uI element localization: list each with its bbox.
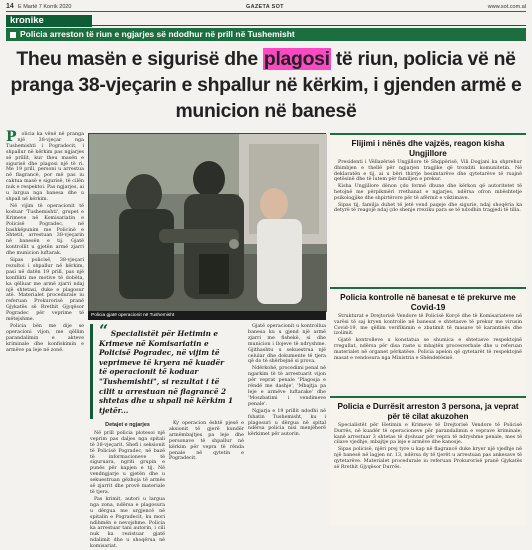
sidebar-paragraph: Kisha Ungjillore dënon çdo formë dhune dhe kërkon që autoritetet të hetojnë me përpikmëri rrethanat e ngjarjes, ndërsa ofron mbështetje psikologjike dhe shpirtërore për të afërmit e viktimave. — [334, 184, 522, 201]
headline-highlight: plagosi — [263, 48, 330, 70]
article-paragraph: Pas krimit, autori u largua nga zona, ndërsa e plagosura u dërgua me urgjencë në spitalin e Pogradecit, ku mori ndihmën e nevojshme. Policia ka arrestuar tani autorin, i cili nuk ka rezistuar gjatë ndalimit dhe u shoqërua në komisariat. — [90, 496, 165, 550]
police-arrest-photo — [89, 134, 327, 312]
article-paragraph: Në prill policia plotesoi një veprim pas daljes nga spitali të 38-vjeçarit. Shefi i seksionit të Policisë Pogradec, në bazë të informacioneve të siguruara, ngriti grupin e punës për kapjen e tij. Në vendngjarje u gjetën dhe u sekuestruan gëzhoja të armës së zjarrit dhe provë materiale të tjera. — [90, 430, 165, 495]
sidebar-body — [330, 314, 526, 387]
article-paragraph: Sipas policisë, 38-vjeçari rezultoi i shpallur në kërkim, pasi në datën 19 prill, pas një konflikti me motive të dobëta, ka qëlluar me armë zjarri ndaj një shtetasi, duke e plagosur atë. Materialet procedurale iu referuan Prokurorisë pranë Gjykatës së Rrethit Gjyqësor Pogradec për veprime të mëtejshme. — [6, 258, 84, 323]
article-photo — [88, 133, 326, 311]
sidebar-paragraph: Presidenti i Vëllazërisë Ungjillore të Shqipërisë, Vili Dogjani ka shprehur dhimbjen e thellë për ngjarjen tragjike që tronditi komunitetin. Në deklaratën e tij, ai u bëri thirrje besimtarëve dhe qytetarëve të ruajnë qetësinë dhe të lutem për familjen e prekur. — [334, 160, 522, 183]
photo-caption: Policia gjatë operacionit në Tushemisht — [88, 311, 326, 320]
pull-quote — [90, 321, 240, 419]
box-rule — [330, 133, 526, 135]
publication-name: GAZETA SOT — [246, 4, 284, 10]
box-rule — [330, 287, 526, 289]
page-header — [6, 3, 526, 12]
sidebar-body — [330, 423, 526, 520]
section-rubric: kronike — [6, 15, 92, 27]
issue-date: E Martë 7 Korrik 2020 — [18, 4, 72, 10]
website: www.sot.com.al — [487, 4, 526, 10]
sidebar-title: Flijimi i nënës dhe vajzës, reagon kisha Ungjillore — [351, 139, 505, 158]
sidebar-paragraph: Sipas tij, familja duhet të jetë vend paqeje dhe sigurie, ndaj shoqëria ka detyrë të reagojë ndaj çdo shenje rreziku para se të ndodhin tragjedi të tilla. — [334, 202, 522, 214]
sidebar-title: Policia kontrolle në banesat e të prekurve me Covid-19 — [340, 293, 516, 312]
headline-part-2: të riun, policia vë në pranga 38-vjeçarin e shpallur në kërkim, i gjenden armë e municion në banesë — [10, 48, 522, 122]
article-paragraph: Policia bën me dije se operacioni vijon, me qëllim parandalimin e akteve kriminale dhe konfiskimin e armëve pa leje në zonë. — [6, 324, 84, 353]
sidebar-paragraph: Sipas policisë, njëri prej tyre u kap në flagrancë duke kryer një vjedhje në një banesë në lagjen nr. 13, ndërsa dy të tjerët u arrestuan pas ankesave të qytetarëve. Materialet procedurale iu referuan Prokurorisë pranë Gjykatës së Rrethit Gjyqësor Durrës. — [334, 447, 522, 470]
sidebar-body — [330, 160, 526, 278]
article-paragraph: olicia ka vënë në pranga një 38-vjeçar nga Tushemishti i Pogradecit, i shpallur në kërkim pas ngjarjes së prillit, kur theu masën e sigurisë dhe plagosi një të ri. Me 19 prill, personi u arrestua në flagrancë, por më pas iu caktua masë e sigurisë, të cilën nuk e respektoi. Pas ngjarjes, ai u largua nga banesa dhe u shpall në kërkim. — [6, 132, 84, 202]
drop-cap: P — [6, 129, 17, 145]
article-column-left — [6, 129, 84, 526]
section-subhead: Detajet e ngjarjes — [105, 422, 150, 428]
article-paragraph: Ky operacion është pjesë e aksionit të gjerë kundër armëmbajtjes pa leje dhe personave të shpallur në kërkim për vepra të rënda penale në qytetin e Pogradecit. — [169, 421, 244, 462]
sidebar-paragraph: Gjatë kontrolleve u konstatua se shumica e shtetasve respektojnë rregullat, ndërsa për disa raste u mbajtën procesverbale dhe u referuan materialet në organet përkatëse. Policia apelon që qytetarët të respektojnë masat e vendosura nga Ministria e Shëndetësisë. — [334, 338, 522, 361]
sidebar-paragraph: Specialistët për Hetimin e Krimeve të Drejtorisë Vendore të Policisë Durrës, në kuadër të operacioneve për parandalimin e veprave kriminale, kanë arrestuar 3 shtetas të dyshuar për vepra të ndryshme penale, mes të cilave vjedhje, mbajtje pa leje e armëve dhe kanosje. — [334, 423, 522, 446]
sidebar-story-1 — [330, 133, 526, 283]
article-column-right — [248, 324, 326, 526]
kicker-bar — [6, 28, 526, 41]
headline — [8, 46, 524, 124]
quote-text: Specialistët për Hetimin e Krimeve në Komisariatin e Policisë Pogradec, në vijim të veprimeve të kryera në kuadër të operacionit të koduar "Tushemishti", si rezultat i të cilit u arrestuan në flagrancë 2 shtetas dhe u shpall në kërkim 1 tjetër... — [99, 329, 234, 415]
article-paragraph: Ngjarja e 19 prillit ndodhi në fshatin Tushemisht, ku i plagosuri u dërgua në spital ndërsa policia nisi menjëherë kërkimet për autorin. — [248, 408, 326, 438]
box-rule — [330, 396, 526, 398]
sidebar-story-3 — [330, 396, 526, 526]
sidebar-title: Policia e Durrësit arreston 3 persona, ja veprat për të cilat akuzohen — [337, 402, 519, 421]
article-paragraph: Ndërkohë, procedimi penal në ngarkim të të arrestuarit vijon për veprat penale 'Plagosja e rëndë me dashje', 'Mbajtja pa leje e armëve luftarake' dhe 'Moszbatimi i vendimeve penale'. — [248, 366, 327, 407]
kicker-text: Policia arreston të riun e ngjarjes së ndodhur në prill në Tushemisht — [20, 29, 295, 39]
page-number: 14 — [6, 3, 14, 10]
article-paragraph: Në vijim të operacionit të koduar 'Tushemishti', grupet e Krimeve në Komisariatin e Policisë Pogradec, në bashkëpunim me Policinë e Shtetit, arrestuan 38-vjeçarin në banesën e tij. Gjatë kontrollit u gjetën armë zjarri dhe municion luftarak. — [6, 203, 84, 257]
sidebar-story-2 — [330, 287, 526, 392]
square-bullet-icon — [10, 32, 16, 38]
rubric-divider — [92, 25, 526, 26]
article-paragraph: Gjatë operacionit u kontrollua banesa ku u gjend një armë zjarri me fishekë, si dhe municion i llojeve të ndryshme. Gjithashtu u sekuestrua një celular dhe dokumente të tjera që do të shërbejnë si prova. — [248, 324, 326, 365]
article-column-mid-2 — [169, 421, 244, 526]
quote-mark: “ — [99, 321, 109, 340]
sidebar-paragraph: Strukturat e Drejtorisë Vendore të Policisë Korçë dhe të Komisariateve në varësi të saj kryen kontrolle në banesat e shtetasve të prekur me virusin Covid-19, me qëllim verifikimin e zbatimit të masave të karantinës dhe izolimit. — [334, 314, 522, 337]
headline-part-1: Theu masën e sigurisë dhe — [16, 48, 263, 70]
article-column-mid-1 — [90, 421, 165, 550]
